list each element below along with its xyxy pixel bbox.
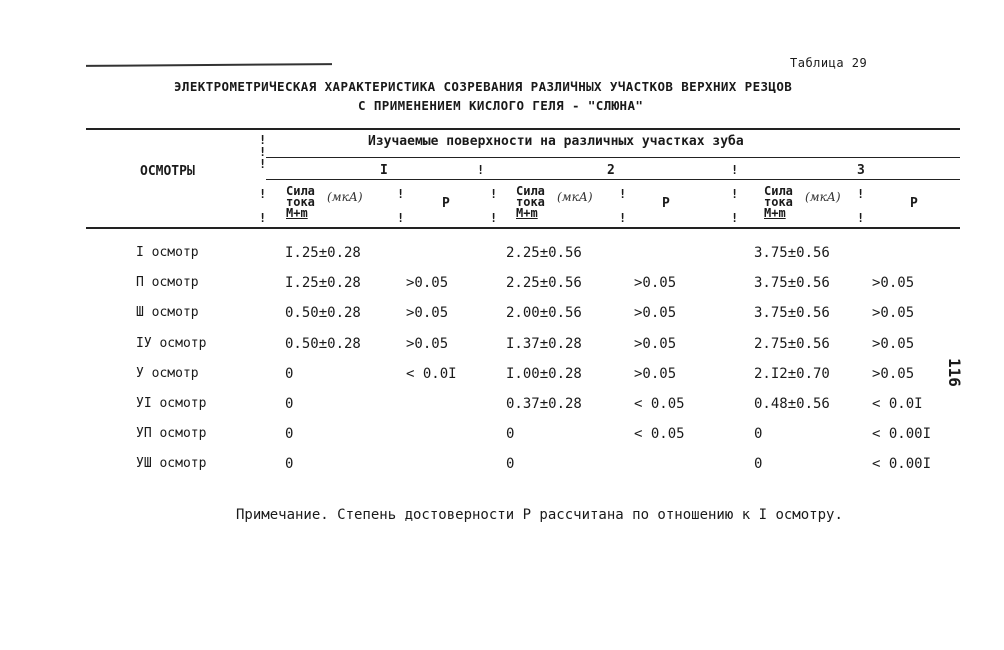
column-separator: ! <box>477 163 485 177</box>
current-value-1: 0 <box>285 396 294 412</box>
current-value-3: 0 <box>754 426 763 443</box>
current-value-2: 2.25±0.56 <box>506 245 582 261</box>
p-value-2: >0.05 <box>634 335 677 352</box>
p-value-2: < 0.05 <box>634 396 685 412</box>
column-separator: ! ! <box>490 187 498 225</box>
p-value-1: < 0.0I <box>406 365 457 382</box>
p-value-2: < 0.05 <box>634 426 685 443</box>
column-separator: ! ! <box>259 187 267 225</box>
current-header-1: Сила тока М+m <box>286 184 315 220</box>
current-value-3: 2.I2±0.70 <box>754 365 830 382</box>
current-value-1: 0 <box>285 365 294 382</box>
p-value-1: >0.05 <box>406 275 449 292</box>
current-value-2: I.00±0.28 <box>506 365 582 382</box>
p-value-3: < 0.00I <box>872 456 932 473</box>
row-label: IУ осмотр <box>136 335 207 351</box>
row-label: УШ осмотр <box>136 456 207 472</box>
current-value-2: 0 <box>506 456 515 473</box>
p-value-3: >0.05 <box>872 365 915 382</box>
current-value-3: 3.75±0.56 <box>754 245 830 261</box>
p-value-2: >0.05 <box>634 305 677 322</box>
table-note: Примечание. Степень достоверности Р рассчитана по отношению к I осмотру. <box>236 507 843 523</box>
p-value-1: >0.05 <box>406 335 449 352</box>
current-value-2: 0 <box>506 426 515 443</box>
column-separator: ! ! ! <box>259 133 267 171</box>
current-value-3: 2.75±0.56 <box>754 335 830 352</box>
row-label: УП осмотр <box>136 426 207 442</box>
current-value-3: 0.48±0.56 <box>754 396 830 412</box>
header-bottom-rule <box>86 227 960 229</box>
row-header: ОСМОТРЫ <box>140 164 195 179</box>
p-value-3: < 0.00I <box>872 426 932 443</box>
group-header-rule <box>266 157 960 158</box>
table-label: Таблица 29 <box>790 56 868 70</box>
table-top-rule <box>86 128 960 130</box>
current-value-1: 0.50±0.28 <box>285 305 361 322</box>
current-value-2: 2.00±0.56 <box>506 305 582 322</box>
unit-handwritten-3: (мкА) <box>805 190 841 204</box>
p-value-3: >0.05 <box>872 305 915 322</box>
page-number: 116 <box>945 358 964 387</box>
column-separator: ! ! <box>731 187 739 225</box>
current-value-1: 0 <box>285 456 294 473</box>
p-value-2: >0.05 <box>634 365 677 382</box>
unit-handwritten-2: (мкА) <box>557 190 593 204</box>
p-header-2: Р <box>662 196 670 211</box>
current-value-2: 0.37±0.28 <box>506 396 582 412</box>
column-separator: ! ! <box>619 187 627 225</box>
p-value-3: < 0.0I <box>872 396 923 412</box>
p-value-3: >0.05 <box>872 335 915 352</box>
column-separator: ! ! <box>397 187 405 225</box>
unit-handwritten-1: (мкА) <box>327 190 363 204</box>
group-header: Изучаемые поверхности на различных участках зуба <box>368 134 744 149</box>
current-value-3: 0 <box>754 456 763 473</box>
p-header-3: Р <box>910 196 918 211</box>
section-3-header: 3 <box>857 163 865 178</box>
section-header-rule <box>266 179 960 180</box>
current-header-2: Сила тока М+m <box>516 184 545 220</box>
current-value-1: I.25±0.28 <box>285 275 361 292</box>
current-value-1: 0 <box>285 426 294 443</box>
section-1-header: I <box>380 163 388 178</box>
current-header-3: Сила тока М+m <box>764 184 793 220</box>
p-value-3: >0.05 <box>872 275 915 292</box>
table-title-line1: ЭЛЕКТРОМЕТРИЧЕСКАЯ ХАРАКТЕРИСТИКА СОЗРЕВАНИЯ РАЗЛИЧНЫХ УЧАСТКОВ ВЕРХНИХ РЕЗЦОВ <box>174 79 793 94</box>
current-value-3: 3.75±0.56 <box>754 305 830 322</box>
section-2-header: 2 <box>607 163 615 178</box>
current-value-3: 3.75±0.56 <box>754 275 830 292</box>
row-label: I осмотр <box>136 245 199 260</box>
column-separator: ! <box>731 163 739 177</box>
table-title-line2: С ПРИМЕНЕНИЕМ КИСЛОГО ГЕЛЯ - "СЛЮНА" <box>358 98 644 113</box>
current-value-2: I.37±0.28 <box>506 335 582 352</box>
row-label: Ш осмотр <box>136 305 199 321</box>
row-label: П осмотр <box>136 275 199 291</box>
top-rule <box>86 63 332 67</box>
column-separator: ! ! <box>857 187 865 225</box>
row-label: УI осмотр <box>136 396 207 411</box>
row-label: У осмотр <box>136 365 199 381</box>
p-value-2: >0.05 <box>634 275 677 292</box>
current-value-1: I.25±0.28 <box>285 245 361 261</box>
current-value-2: 2.25±0.56 <box>506 275 582 292</box>
current-value-1: 0.50±0.28 <box>285 335 361 352</box>
p-header-1: Р <box>442 196 450 211</box>
p-value-1: >0.05 <box>406 305 449 322</box>
